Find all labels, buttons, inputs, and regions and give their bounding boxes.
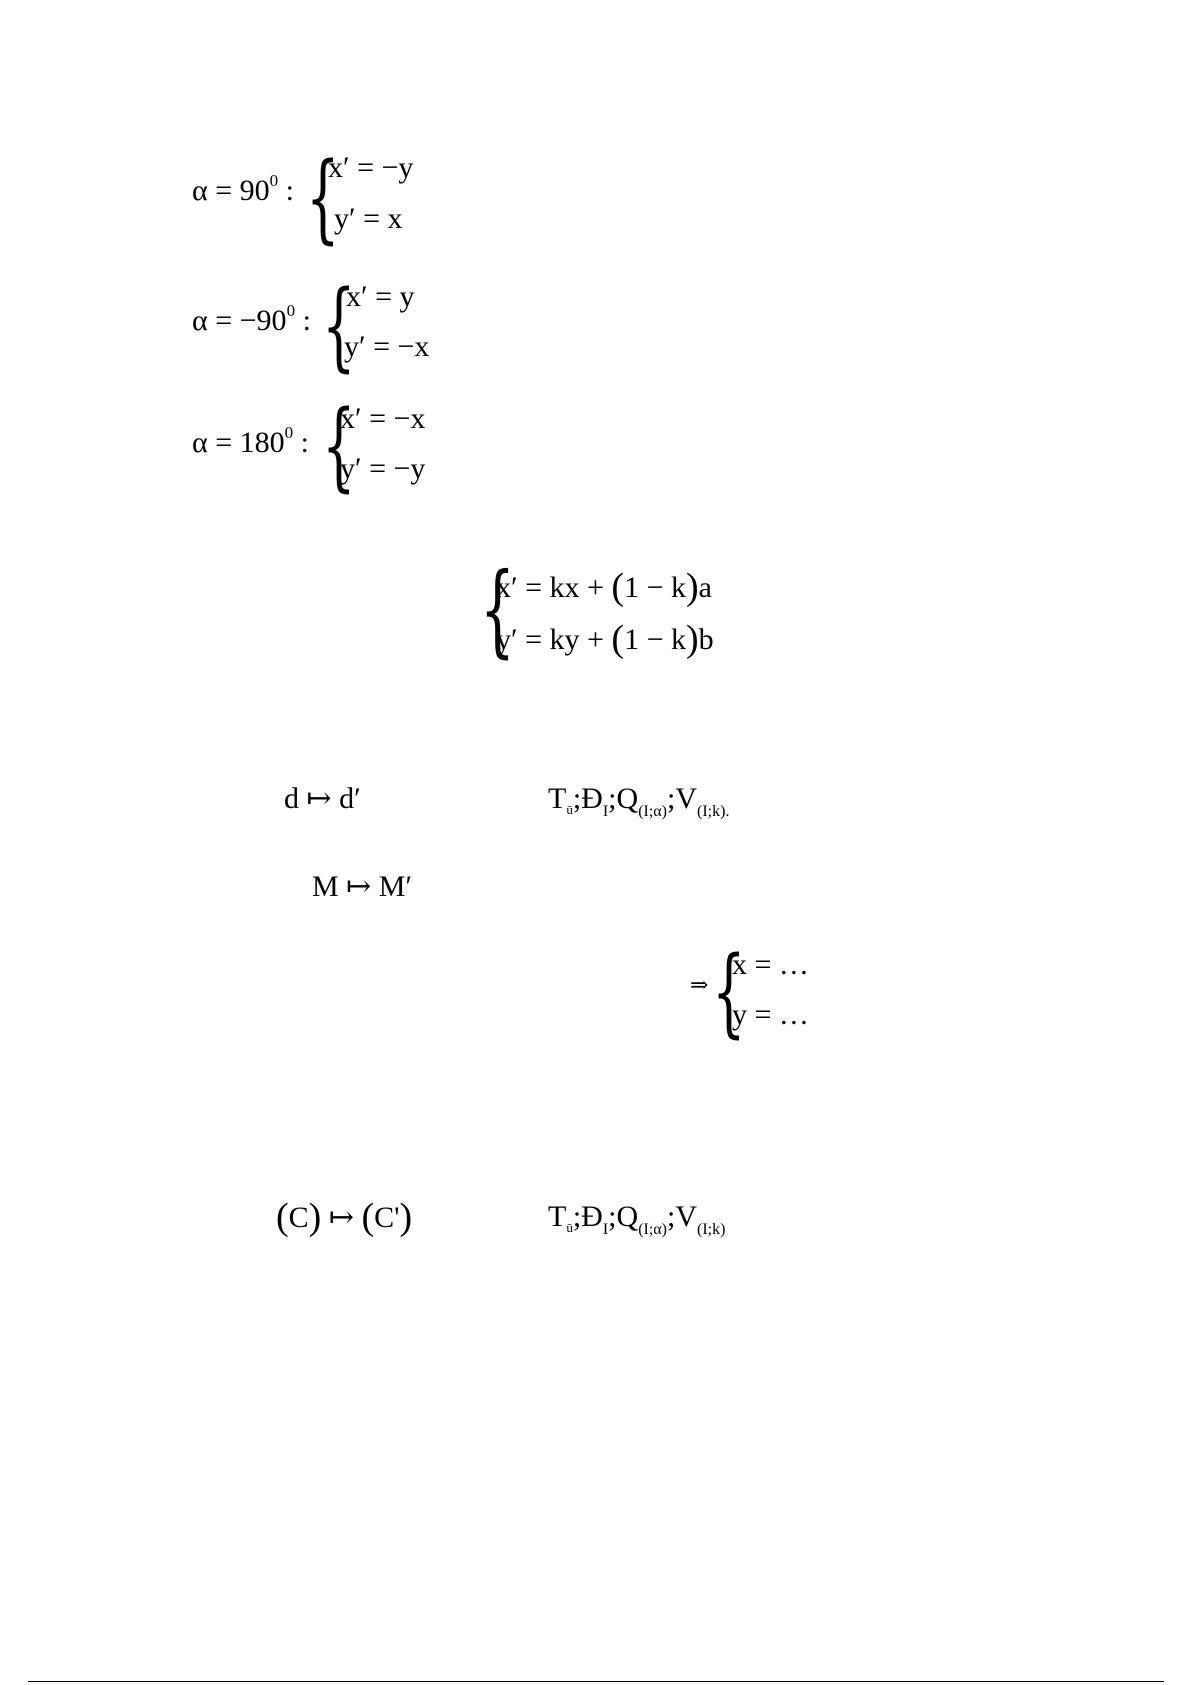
- solve-y: y = …: [732, 998, 809, 1031]
- separator: ;: [608, 1200, 617, 1233]
- separator: ;: [667, 1200, 676, 1233]
- page-bottom-rule: [28, 1681, 1164, 1682]
- rotation-90-angle: α = 90: [192, 174, 270, 207]
- homothety-symbol: V: [675, 782, 698, 815]
- close-paren: ): [685, 566, 699, 608]
- rotation-180-eq1: x′ = −x: [340, 402, 426, 435]
- rotation-180-lhs: [192, 423, 309, 459]
- homothety-eq1: [496, 566, 712, 608]
- left-brace: {: [480, 551, 515, 668]
- close-paren: ): [399, 1196, 413, 1238]
- separator: ;: [608, 782, 617, 815]
- colon: :: [293, 426, 309, 459]
- rotation-params: (I;α): [638, 1221, 667, 1238]
- left-brace: {: [306, 142, 340, 254]
- solve-x: x = …: [732, 948, 809, 981]
- symmetry-center: I: [602, 1221, 609, 1238]
- degree-superscript: 0: [284, 423, 294, 442]
- close-paren: ): [685, 618, 699, 660]
- left-brace: {: [322, 390, 356, 502]
- rotation-minus-90-eq2: y′ = −x: [344, 330, 430, 363]
- rotation-90-eq2: y′ = x: [334, 202, 403, 235]
- left-brace: {: [712, 936, 746, 1048]
- homothety-eq2: [496, 618, 714, 660]
- open-paren: (: [276, 1196, 289, 1238]
- line-mapping: d ↦ d′: [284, 782, 361, 815]
- translation-symbol: T: [548, 782, 567, 815]
- point-symmetry-symbol: Đ: [581, 1200, 603, 1233]
- point-mapping: M ↦ M′: [312, 870, 413, 903]
- translation-vector: ū: [566, 802, 573, 817]
- rotation-minus-90-eq1: x′ = y: [346, 280, 415, 313]
- translation-vector: ū: [566, 1220, 573, 1235]
- rotation-symbol: Q: [616, 1200, 639, 1233]
- homothety-params: (I;k): [697, 1221, 726, 1238]
- translation-symbol: T: [548, 1200, 567, 1233]
- rotation-minus-90-lhs: [192, 301, 311, 337]
- degree-superscript: 0: [286, 301, 296, 320]
- open-paren: (: [611, 618, 625, 660]
- one-minus-k: 1 − k: [624, 623, 686, 656]
- transform-list-1: [548, 782, 730, 820]
- circle-c: C: [288, 1201, 309, 1234]
- homothety-center-a: a: [698, 571, 712, 604]
- rotation-params: (I;α): [638, 803, 667, 820]
- homothety-eq2-lhs: y′ = ky +: [496, 623, 604, 656]
- colon: :: [278, 174, 294, 207]
- open-paren: (: [361, 1196, 375, 1238]
- separator: ;: [572, 782, 582, 815]
- maps-to-arrow: ↦: [321, 1201, 362, 1234]
- point-symmetry-symbol: Đ: [581, 782, 603, 815]
- transform-list-2: [548, 1200, 726, 1238]
- one-minus-k: 1 − k: [624, 571, 686, 604]
- colon: :: [295, 304, 311, 337]
- implies-arrow: ⇒: [690, 972, 709, 997]
- degree-superscript: 0: [269, 171, 279, 190]
- trailing-period: .: [725, 803, 730, 820]
- rotation-minus-90-angle: α = −90: [192, 304, 287, 337]
- close-paren: ): [308, 1196, 322, 1238]
- open-paren: (: [611, 566, 625, 608]
- rotation-symbol: Q: [616, 782, 639, 815]
- homothety-center-b: b: [698, 623, 714, 656]
- rotation-180-eq2: y′ = −y: [340, 452, 426, 485]
- homothety-eq1-lhs: x′ = kx +: [496, 571, 604, 604]
- rotation-90-lhs: [192, 171, 294, 207]
- circle-c-prime: C': [374, 1201, 400, 1234]
- left-brace: {: [322, 270, 356, 382]
- rotation-90-eq1: x′ = −y: [328, 151, 414, 184]
- separator: ;: [572, 1200, 582, 1233]
- circle-mapping: [276, 1196, 413, 1238]
- homothety-params: (I;k): [697, 803, 726, 820]
- rotation-180-angle: α = 180: [192, 426, 285, 459]
- homothety-symbol: V: [675, 1200, 698, 1233]
- symmetry-center: I: [602, 803, 609, 820]
- separator: ;: [667, 782, 676, 815]
